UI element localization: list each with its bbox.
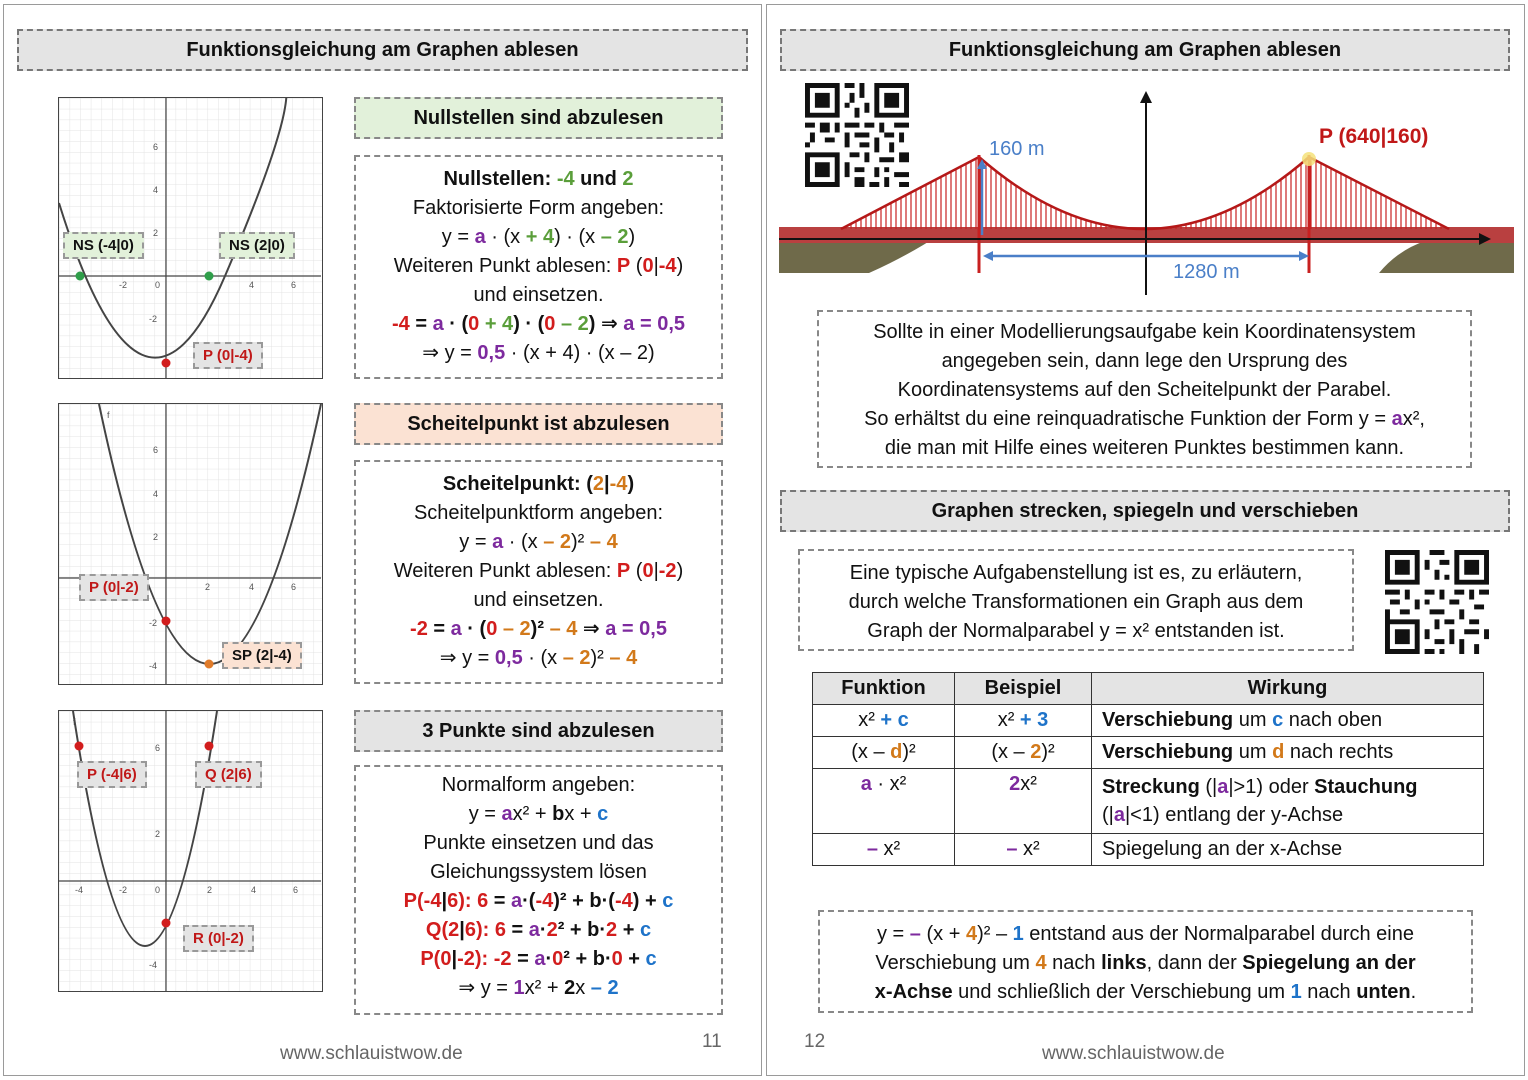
line: durch welche Transformationen ein Graph aus dem xyxy=(848,591,1304,613)
page-number: 12 xyxy=(804,1031,826,1052)
point-ns2 xyxy=(205,272,214,281)
table-cell: – x² xyxy=(955,834,1092,866)
line: ⇒ y = 1x² + 2x – 2 xyxy=(458,977,619,999)
bridge-illustration xyxy=(779,85,1514,300)
line: Sollte in einer Modellierungsaufgabe kein Koordinatensystem xyxy=(873,321,1416,343)
table-cell: Spiegelung an der x-Achse xyxy=(1092,834,1484,866)
label-ns1: NS (-4|0) xyxy=(63,232,144,259)
table-cell: Verschiebung um c nach oben xyxy=(1092,705,1484,737)
footer-url[interactable]: www.schlauistwow.de xyxy=(280,1043,463,1064)
tick-label: 0 xyxy=(155,280,161,290)
footer-url[interactable]: www.schlauistwow.de xyxy=(1042,1043,1225,1064)
line: ⇒ y = 0,5 · (x – 2)² – 4 xyxy=(439,647,638,669)
line: und einsetzen. xyxy=(473,589,604,611)
tick-label: 6 xyxy=(291,280,297,290)
line: y = a · (x + 4) · (x – 2) xyxy=(441,226,636,248)
point-label: P (640|160) xyxy=(1319,125,1429,148)
height-label: 160 m xyxy=(989,138,1045,160)
tick-label: -2 xyxy=(119,280,128,290)
point-sp xyxy=(205,660,214,669)
line: ⇒ y = 0,5 · (x + 4) · (x – 2) xyxy=(422,342,655,364)
table-row xyxy=(813,834,1484,866)
line: Punkte einsetzen und das xyxy=(423,832,654,854)
section-title-scheitelpunkt: Scheitelpunkt ist abzulesen xyxy=(354,403,723,445)
line: angegeben sein, dann lege den Ursprung des xyxy=(941,350,1348,372)
graph-nullstellen xyxy=(58,97,323,379)
table-cell: (x – d)² xyxy=(813,737,955,769)
tick-label: 6 xyxy=(155,743,161,753)
section-title-drei-punkte: 3 Punkte sind abzulesen xyxy=(354,710,723,752)
tick-label: 4 xyxy=(153,489,159,499)
tick-label: 6 xyxy=(153,445,159,455)
label-q: Q (2|6) xyxy=(195,761,262,788)
table-cell: Verschiebung um d nach rechts xyxy=(1092,737,1484,769)
tick-label: 0 xyxy=(155,885,161,895)
tick-label: 4 xyxy=(249,582,255,592)
line: So erhältst du eine reinquadratische Funktion der Form y = ax², xyxy=(864,408,1425,430)
table-cell: (x – 2)² xyxy=(955,737,1092,769)
tick-label: -4 xyxy=(149,661,158,671)
line: Eine typische Aufgabenstellung ist es, zu erläutern, xyxy=(849,562,1303,584)
table-cell: – x² xyxy=(813,834,955,866)
line: -4 = a · (0 + 4) · (0 – 2) ⇒ a = 0,5 xyxy=(391,313,686,335)
label-p: P (-4|6) xyxy=(77,761,147,788)
tick-label: 4 xyxy=(249,280,255,290)
tick-label: -2 xyxy=(149,618,158,628)
line: Gleichungssystem lösen xyxy=(430,861,647,883)
tick-label: 4 xyxy=(153,185,159,195)
line: Normalform angeben: xyxy=(441,774,636,796)
line: y = ax² + bx + c xyxy=(468,803,609,825)
point-p xyxy=(75,742,84,751)
page-header: Funktionsgleichung am Graphen ablesen xyxy=(780,29,1510,71)
section-body-scheitelpunkt xyxy=(354,460,723,684)
width-label: 1280 m xyxy=(1173,261,1240,283)
line: Scheitelpunkt: (2|-4) xyxy=(442,473,635,495)
curve-label: f xyxy=(107,410,110,420)
label-p: P (0|-4) xyxy=(193,342,263,369)
label-sp: SP (2|-4) xyxy=(222,642,302,669)
section-body-drei-punkte xyxy=(354,765,723,1015)
tick-label: 6 xyxy=(153,142,159,152)
modeling-text-box xyxy=(817,310,1472,468)
tick-label: 2 xyxy=(205,582,211,592)
page-header: Funktionsgleichung am Graphen ablesen xyxy=(17,29,748,71)
table-header: Beispiel xyxy=(955,673,1092,705)
point-r xyxy=(162,919,171,928)
table-cell: x² + 3 xyxy=(955,705,1092,737)
table-cell: 2x² xyxy=(955,769,1092,834)
curve-label: f xyxy=(73,717,76,727)
qr-code-icon[interactable] xyxy=(1385,550,1489,654)
tick-label: -2 xyxy=(119,885,128,895)
line: P(0|-2): -2 = a·0² + b·0 + c xyxy=(420,948,657,970)
table-row xyxy=(813,769,1484,834)
line: Koordinatensystems auf den Scheitelpunkt der Parabel. xyxy=(897,379,1392,401)
tick-label: -4 xyxy=(75,885,84,895)
point-p xyxy=(162,617,171,626)
table-row xyxy=(813,737,1484,769)
label-ns2: NS (2|0) xyxy=(219,232,295,259)
page-12 xyxy=(766,4,1525,1076)
table-header-row xyxy=(813,673,1484,705)
tick-label: 6 xyxy=(291,582,297,592)
line: P(-4|6): 6 = a·(-4)² + b·(-4) + c xyxy=(403,890,674,912)
point-p xyxy=(1302,152,1316,166)
point-p xyxy=(162,359,171,368)
table-row xyxy=(813,705,1484,737)
tick-label: 2 xyxy=(155,829,161,839)
y-axis-arrow xyxy=(1140,91,1152,103)
page-11 xyxy=(3,4,762,1076)
line: -2 = a · (0 – 2)² – 4 ⇒ a = 0,5 xyxy=(410,618,667,640)
line: Weiteren Punkt ablesen: P (0|-4) xyxy=(393,255,684,277)
line: Faktorisierte Form angeben: xyxy=(412,197,665,219)
line: Q(2|6): 6 = a·2² + b·2 + c xyxy=(425,919,652,941)
point-q xyxy=(205,742,214,751)
section-title-nullstellen: Nullstellen sind abzulesen xyxy=(354,97,723,139)
line: x-Achse und schließlich der Verschiebung um 1 nach unten. xyxy=(874,981,1417,1003)
graph-scheitelpunkt xyxy=(58,403,323,685)
line: y = – (x + 4)² – 1 entstand aus der Normalparabel durch eine xyxy=(877,923,1414,945)
tick-label: 6 xyxy=(293,885,299,895)
line: Nullstellen: -4 und 2 xyxy=(443,168,634,190)
line: die man mit Hilfe eines weiteren Punktes bestimmen kann. xyxy=(884,437,1405,459)
line: y = a · (x – 2)² – 4 xyxy=(459,531,618,553)
tick-label: 2 xyxy=(153,532,159,542)
line: und einsetzen. xyxy=(473,284,604,306)
tick-label: 4 xyxy=(251,885,257,895)
tick-label: 2 xyxy=(153,228,159,238)
table-cell: x² + c xyxy=(813,705,955,737)
line: Weiteren Punkt ablesen: P (0|-2) xyxy=(393,560,684,582)
graph-drei-punkte xyxy=(58,710,323,992)
line: Verschiebung um 4 nach links, dann der Spiegelung an der xyxy=(875,952,1416,974)
point-ns1 xyxy=(76,272,85,281)
label-p: P (0|-2) xyxy=(79,574,149,601)
tick-label: -4 xyxy=(149,960,158,970)
tick-label: 2 xyxy=(207,885,213,895)
tick-label: -2 xyxy=(149,314,158,324)
table-header: Funktion xyxy=(813,673,955,705)
transformation-table xyxy=(812,672,1484,866)
label-r: R (0|-2) xyxy=(183,925,254,952)
line: Graph der Normalparabel y = x² entstanden ist. xyxy=(867,620,1285,642)
section-body-nullstellen xyxy=(354,155,723,379)
line: Scheitelpunktform angeben: xyxy=(413,502,664,524)
page-number: 11 xyxy=(702,1031,722,1052)
section-header: Graphen strecken, spiegeln und verschieben xyxy=(780,490,1510,532)
intro-text-box xyxy=(798,549,1354,651)
table-header: Wirkung xyxy=(1092,673,1484,705)
table-cell: Streckung (|a|>1) oder Stauchung (|a|<1) entlang der y-Achse xyxy=(1092,769,1484,834)
table-cell: a · x² xyxy=(813,769,955,834)
final-example-box xyxy=(818,910,1473,1013)
